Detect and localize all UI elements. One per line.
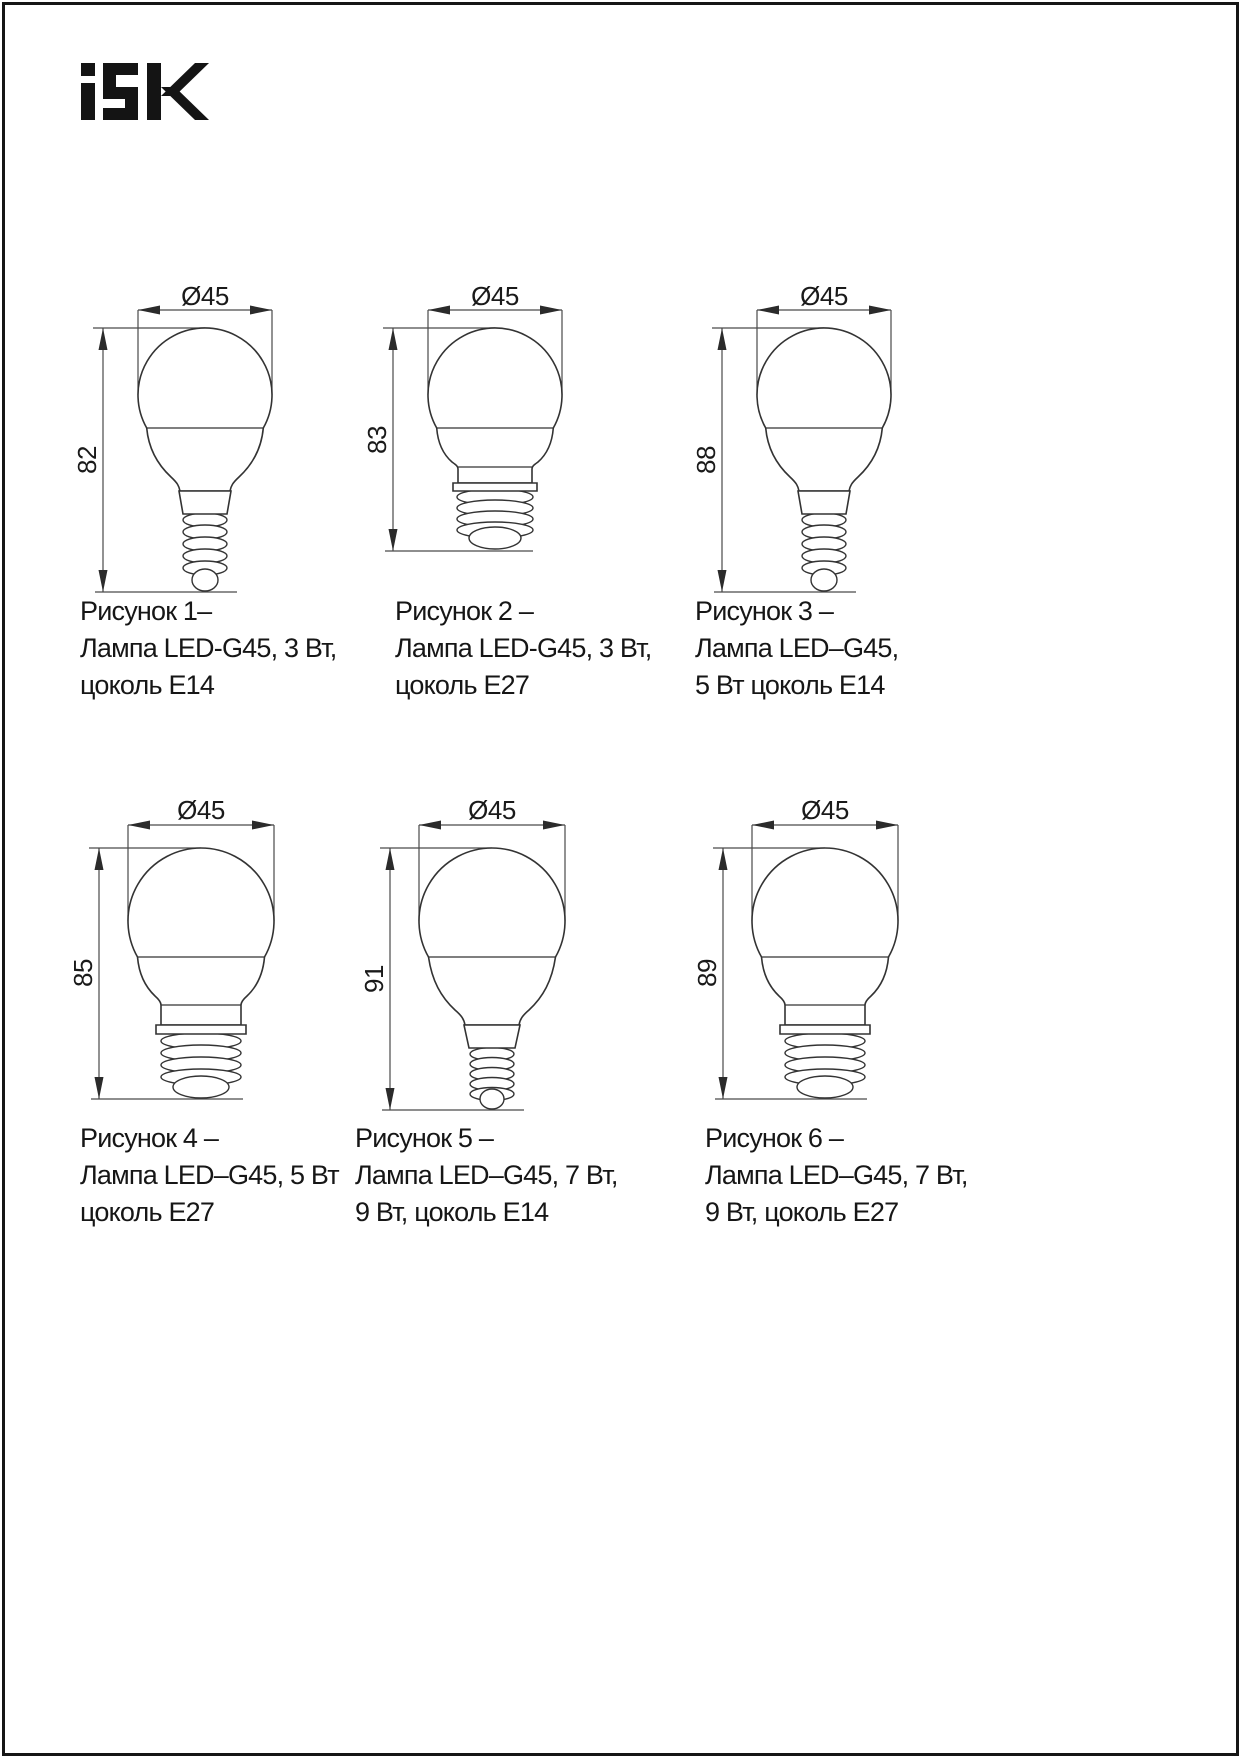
caption-line: 9 Вт, цоколь E27 xyxy=(705,1197,899,1227)
caption-line: Лампа LED–G45, 7 Вт, xyxy=(355,1160,618,1190)
caption-line: Рисунок 4 – xyxy=(80,1123,219,1153)
height-dimension-label: 91 xyxy=(359,965,389,993)
figure-3 xyxy=(684,250,964,605)
caption-line: Лампа LED–G45, xyxy=(695,633,899,663)
height-dimension-label: 89 xyxy=(692,959,722,987)
bulb-outline xyxy=(752,848,898,1098)
figure-6 xyxy=(685,747,965,1112)
caption-line: Рисунок 3 – xyxy=(695,596,834,626)
figure-5 xyxy=(352,747,632,1127)
diameter-dimension-label: Ø45 xyxy=(177,795,225,825)
caption-line: Лампа LED–G45, 7 Вт, xyxy=(705,1160,968,1190)
caption-line: Лампа LED-G45, 3 Вт, xyxy=(395,633,652,663)
diameter-dimension-label: Ø45 xyxy=(800,281,848,311)
bulb-outline xyxy=(428,328,562,549)
figure-2-caption xyxy=(395,593,652,704)
caption-line: Лампа LED-G45, 3 Вт, xyxy=(80,633,337,663)
diameter-dimension-label: Ø45 xyxy=(801,795,849,825)
diameter-dimension-label: Ø45 xyxy=(471,281,519,311)
height-dimension-label: 88 xyxy=(691,446,721,474)
caption-line: цоколь E27 xyxy=(80,1197,215,1227)
caption-line: Рисунок 5 – xyxy=(355,1123,494,1153)
caption-line: Рисунок 6 – xyxy=(705,1123,844,1153)
bulb-diagram-e14 xyxy=(65,250,345,600)
caption-line: цоколь E14 xyxy=(80,670,215,700)
figure-6-caption xyxy=(705,1120,968,1231)
figure-1-caption xyxy=(80,593,337,704)
figure-2 xyxy=(355,250,635,565)
figure-3-caption xyxy=(695,593,898,704)
bulb-diagram-e14 xyxy=(352,747,632,1122)
caption-line: Рисунок 2 – xyxy=(395,596,534,626)
caption-line: 5 Вт цоколь E14 xyxy=(695,670,885,700)
caption-line: 9 Вт, цоколь E14 xyxy=(355,1197,549,1227)
bulb-outline xyxy=(419,848,565,1109)
figure-4 xyxy=(61,747,341,1112)
caption-line: Рисунок 1– xyxy=(80,596,212,626)
caption-line: цоколь E27 xyxy=(395,670,530,700)
height-dimension-label: 82 xyxy=(72,446,102,474)
figure-1 xyxy=(65,250,345,605)
bulb-diagram-e27 xyxy=(61,747,341,1107)
page-border xyxy=(2,2,1239,1756)
caption-line: Лампа LED–G45, 5 Вт xyxy=(80,1160,339,1190)
iek-logo xyxy=(81,63,209,123)
height-dimension-label: 85 xyxy=(68,959,98,987)
diameter-dimension-label: Ø45 xyxy=(181,281,229,311)
bulb-outline xyxy=(128,848,274,1098)
figure-5-caption xyxy=(355,1120,618,1231)
figure-4-caption xyxy=(80,1120,339,1231)
bulb-outline xyxy=(757,328,891,591)
bulb-diagram-e27 xyxy=(685,747,965,1107)
height-dimension-label: 83 xyxy=(362,426,392,454)
bulb-diagram-e27 xyxy=(355,250,635,560)
bulb-diagram-e14 xyxy=(684,250,964,600)
diameter-dimension-label: Ø45 xyxy=(468,795,516,825)
bulb-outline xyxy=(138,328,272,591)
